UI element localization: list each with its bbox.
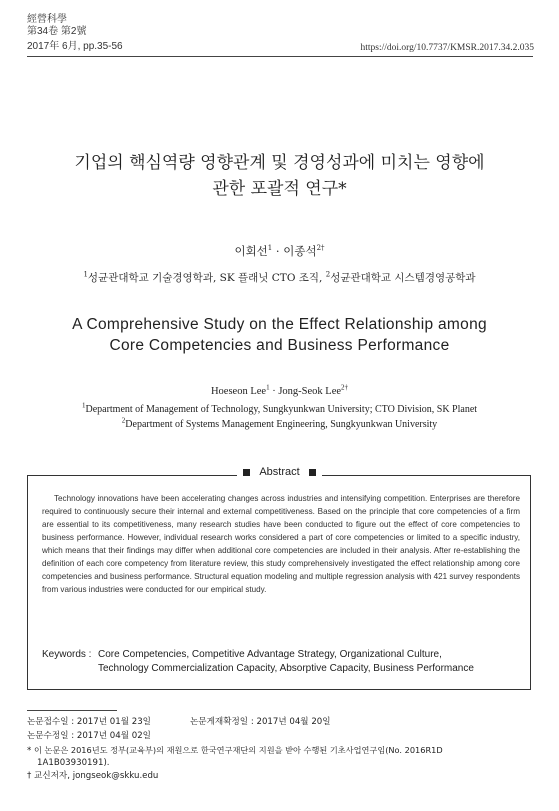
- english-title-line1: A Comprehensive Study on the Effect Relationship among: [72, 316, 487, 333]
- english-affil1-sup: 1: [81, 401, 86, 410]
- corr-text: 교신저자, jongseok@skku.edu: [34, 771, 159, 781]
- english-authors: [0, 383, 559, 397]
- korean-title-line2: 관한 포괄적 연구*: [212, 179, 347, 199]
- revised-date: 논문수정일 : 2017년 04월 02일: [27, 731, 151, 741]
- english-affil1: Department of Management of Technology, Sungkyunkwan University; CTO Division, SK Planet: [85, 404, 478, 415]
- korean-title-line1: 기업의 핵심역량 영향관계 및 경영성과에 미치는 영향에: [74, 153, 485, 173]
- received-date: 논문접수일 : 2017년 01월 23일: [27, 717, 151, 727]
- accepted-date: 논문게재확정일 : 2017년 04월 20일: [190, 717, 331, 727]
- english-title-line2: Core Competencies and Business Performance: [109, 337, 450, 354]
- header-rule: [27, 56, 533, 57]
- korean-author1: 이회선: [234, 244, 268, 258]
- korean-author-sep: ·: [272, 244, 284, 258]
- journal-name: 經營科學: [27, 14, 67, 25]
- english-affil2: Department of Systems Management Engineering, Sungkyunkwan University: [125, 419, 438, 430]
- square-bullet-icon: [309, 469, 316, 476]
- keywords-line1: Core Competencies, Competitive Advantage Strategy, Organizational Culture,: [98, 649, 442, 660]
- abstract-heading: [0, 466, 559, 478]
- korean-author2: 이종석: [283, 244, 317, 258]
- keywords-line2: Technology Commercialization Capacity, Absorptive Capacity, Business Performance: [98, 663, 474, 674]
- square-bullet-icon: [243, 469, 250, 476]
- korean-affil-sup2: 2: [325, 270, 331, 279]
- keywords: [42, 648, 522, 676]
- volume-issue: 第34卷 第2號: [27, 26, 87, 37]
- funding-note-mark: *: [27, 746, 32, 756]
- abstract-text: Technology innovations have been accelerating changes across industries and intensifying competition. Enterprises are therefore required to continuously secure their internal and external competitiveness. Based on the principle that core competencies of a firm are essential to its competitiveness, many research studies have been conducted to figure out the effect of core competencies to business performance. However, individual research works considered a part of core competencies or limited to a specific industry, which means that their findings may differ when additional core competencies are included in their analysis. After re-establishing the definition of each core competency from literature review, this study comprehensively investigated the effect relationship among core competencies and business performance. Structural equation modeling and multiple regression analysis with 421 survey respondents from various industries were conducted for our empirical study.: [42, 494, 520, 594]
- english-author1: Hoeseon Lee: [210, 386, 267, 397]
- english-affiliation2: [0, 416, 559, 430]
- english-author2-sup: 2†: [341, 383, 349, 392]
- korean-affiliations: [0, 270, 559, 285]
- korean-affil2: 성균관대학교 시스템경영공학과: [330, 272, 476, 284]
- english-author-sep: ·: [269, 386, 279, 397]
- english-affiliation1: [0, 401, 559, 415]
- corr-mark: †: [27, 771, 32, 781]
- footnote-rule: [27, 710, 117, 711]
- doi-link[interactable]: https://doi.org/10.7737/KMSR.2017.34.2.035: [360, 43, 534, 53]
- korean-author1-sup: 1: [267, 244, 273, 253]
- corresponding-author: [27, 770, 158, 782]
- english-author1-sup: 1: [266, 383, 270, 392]
- funding-note: [27, 744, 443, 757]
- korean-affil1: 성균관대학교 기술경영학과, SK 플래닛 CTO 조직,: [87, 272, 326, 284]
- keywords-label: Keywords :: [42, 649, 92, 660]
- korean-author2-sup: 2†: [316, 244, 325, 253]
- date-pages: 2017年 6月, pp.35-56: [27, 41, 123, 52]
- korean-affil-sup1: 1: [83, 270, 88, 279]
- funding-note-cont: 1A1B03930191).: [37, 758, 110, 768]
- english-affil2-sup: 2: [121, 416, 126, 425]
- korean-authors: [0, 243, 559, 259]
- funding-note-text: 이 논문은 2016년도 정부(교육부)의 재원으로 한국연구재단의 지원을 받아 수행된 기초사업연구임(No. 2016R1D: [34, 745, 443, 755]
- abstract-label: Abstract: [255, 466, 303, 478]
- english-author2: Jong-Seok Lee: [278, 386, 342, 397]
